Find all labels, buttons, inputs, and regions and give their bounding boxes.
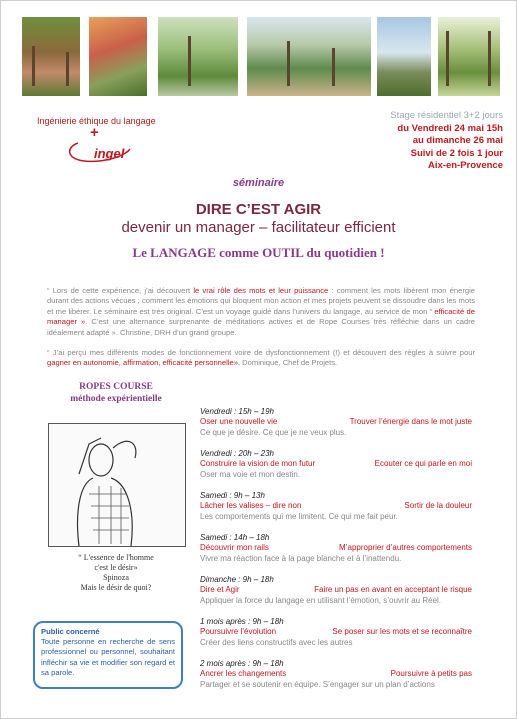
schedule-note: Oser ma voie et mon destin. — [200, 470, 301, 480]
thinking-man-drawing — [48, 423, 186, 547]
schedule-item-a: Découvrir mon rails — [200, 543, 269, 553]
schedule-day: Dimanche : 9h – 18h — [200, 575, 274, 584]
photo-house — [22, 17, 80, 96]
tagline: Le LANGAGE comme OUTIL du quotidien ! — [132, 245, 385, 260]
schedule-block-6 — [200, 617, 480, 648]
schedule-block-5 — [200, 575, 480, 606]
photo-painting — [89, 17, 147, 96]
schedule-block-7 — [200, 659, 480, 690]
stage-line-4: Suivi de 2 fois 1 jour — [410, 147, 503, 159]
main-title: DIRE C’EST AGIR — [195, 201, 322, 218]
schedule-block-2 — [200, 449, 480, 480]
seminaire-label: séminaire — [232, 177, 285, 189]
schedule-note: Vivre ma réaction face à la page blanche et à l’inattendu. — [200, 554, 402, 564]
public-body: Toute personne en recherche de sens professionnel ou personnel, souhaitant infléchir sa vie et modifier son regard et sa parole. — [41, 637, 175, 677]
stage-line-1: Stage résidentiel 3+2 jours — [390, 110, 503, 121]
schedule-note: Appliquer la force du langage en utilisant l’émotion, s’ouvrir au Réel. — [200, 596, 442, 606]
photo-mountain — [377, 17, 431, 96]
stage-line-2: du Vendredi 24 mai 15h — [397, 122, 503, 134]
quote-author: Spinoza — [103, 573, 129, 582]
schedule-item-a: Oser une nouvelle vie — [200, 417, 278, 427]
stage-line-5: Aix-en-Provence — [428, 160, 503, 171]
spinoza-quote — [40, 553, 192, 593]
photo-garden — [158, 17, 238, 96]
subtitle: devenir un manager – facilitateur efficient — [121, 219, 396, 236]
schedule-item-a: Dire et Agir — [200, 585, 240, 595]
photo-trees — [247, 17, 371, 96]
testimonial-2: “ J’ai perçu mes différents modes de fonctionnement voire de dysfonctionnement (!) et découvert des règles à suivre pour gagner en autonomie, affirmation, efficacité personnelle», Dominique, Chef de Projets. — [47, 348, 475, 368]
schedule-day: Samedi : 9h – 13h — [200, 491, 265, 500]
schedule-item-b: Poursuivre à petits pas — [390, 669, 472, 679]
schedule-item-b: Faire un pas en avant en acceptant le risque — [314, 585, 472, 595]
public-title: Public concerné — [41, 627, 100, 636]
schedule-item-b: M’approprier d’autres comportements — [339, 543, 472, 553]
schedule-item-a: Construire la vision de mon futur — [200, 459, 316, 469]
testimonial-1: “ Lors de cette expérience, j’ai découvert le vrai rôle des mots et leur puissance : comment les mots libèrent mon énergie durant des actions vécues ; comment les émotions qui bloquent mon action et mes projets peuvent se dissoudre dans les mots et me libérer. Le séminaire est très original. C’est un voyage guidé dans l’univers du langage, au service de mon “ efficacité de manager ». C’est une alternance surprenante de méditations actives et de Rope Courses très réfléchie dans un cadre idéalement adapté ». Christine, DRH d’un grand groupe. — [47, 286, 476, 337]
schedule-item-b: Se poser sur les mots et se reconnaître — [332, 627, 472, 637]
schedule-item-a: Ancrer les changements — [200, 669, 287, 679]
schedule-block-4 — [200, 533, 480, 564]
logo-title: Ingénierie éthique du langage — [37, 116, 156, 126]
schedule-item-b: Ecouter ce qui parle en moi — [374, 459, 472, 469]
logo-name: ingel — [94, 146, 125, 161]
quote-line-4: Mais le désir de quoi? — [80, 583, 152, 592]
thinking-man-icon — [49, 424, 185, 546]
stage-info — [390, 110, 503, 173]
schedule-note: Partager et se soutenir en équipe. S’engager sur un plan d’actions — [200, 680, 435, 690]
ropes-course-heading — [40, 381, 192, 405]
quote-line-2: c'est le désir» — [94, 563, 138, 572]
schedule-item-b: Sortir de la douleur — [404, 501, 472, 511]
schedule-day: Vendredi : 20h – 23h — [200, 449, 274, 458]
schedule-note: Ce que je désire. Ce que je ne veux plus. — [200, 428, 347, 438]
stage-line-3: au dimanche 26 mai — [412, 135, 503, 146]
schedule-day: Samedi : 14h – 18h — [200, 533, 270, 542]
schedule-item-a: Lâcher les valises – dire non — [200, 501, 302, 511]
schedule-note: Créer des liens constructifs avec les autres — [200, 638, 353, 648]
schedule-note: Les comportements qui me limitent. Ce qui me fait peur. — [200, 512, 398, 522]
schedule-day: 2 mois après : 9h – 18h — [200, 659, 284, 668]
schedule-day: 1 mois après : 9h – 18h — [200, 617, 284, 626]
quote-line-1: “ L'essence de l'homme — [78, 553, 154, 562]
schedule-day: Vendredi : 15h – 19h — [200, 407, 274, 416]
schedule-item-a: Poursuivre l’évolution — [200, 627, 277, 637]
schedule-item-b: Trouver l’énergie dans le mot juste — [349, 417, 472, 427]
ropes-subtitle: méthode expérientielle — [70, 394, 162, 404]
schedule-block-1 — [200, 407, 480, 438]
photo-alley — [438, 17, 500, 96]
schedule-block-3 — [200, 491, 480, 522]
logo-cross-icon: + — [90, 124, 99, 141]
ropes-title: ROPES COURSE — [79, 382, 153, 392]
public-box — [33, 621, 183, 689]
